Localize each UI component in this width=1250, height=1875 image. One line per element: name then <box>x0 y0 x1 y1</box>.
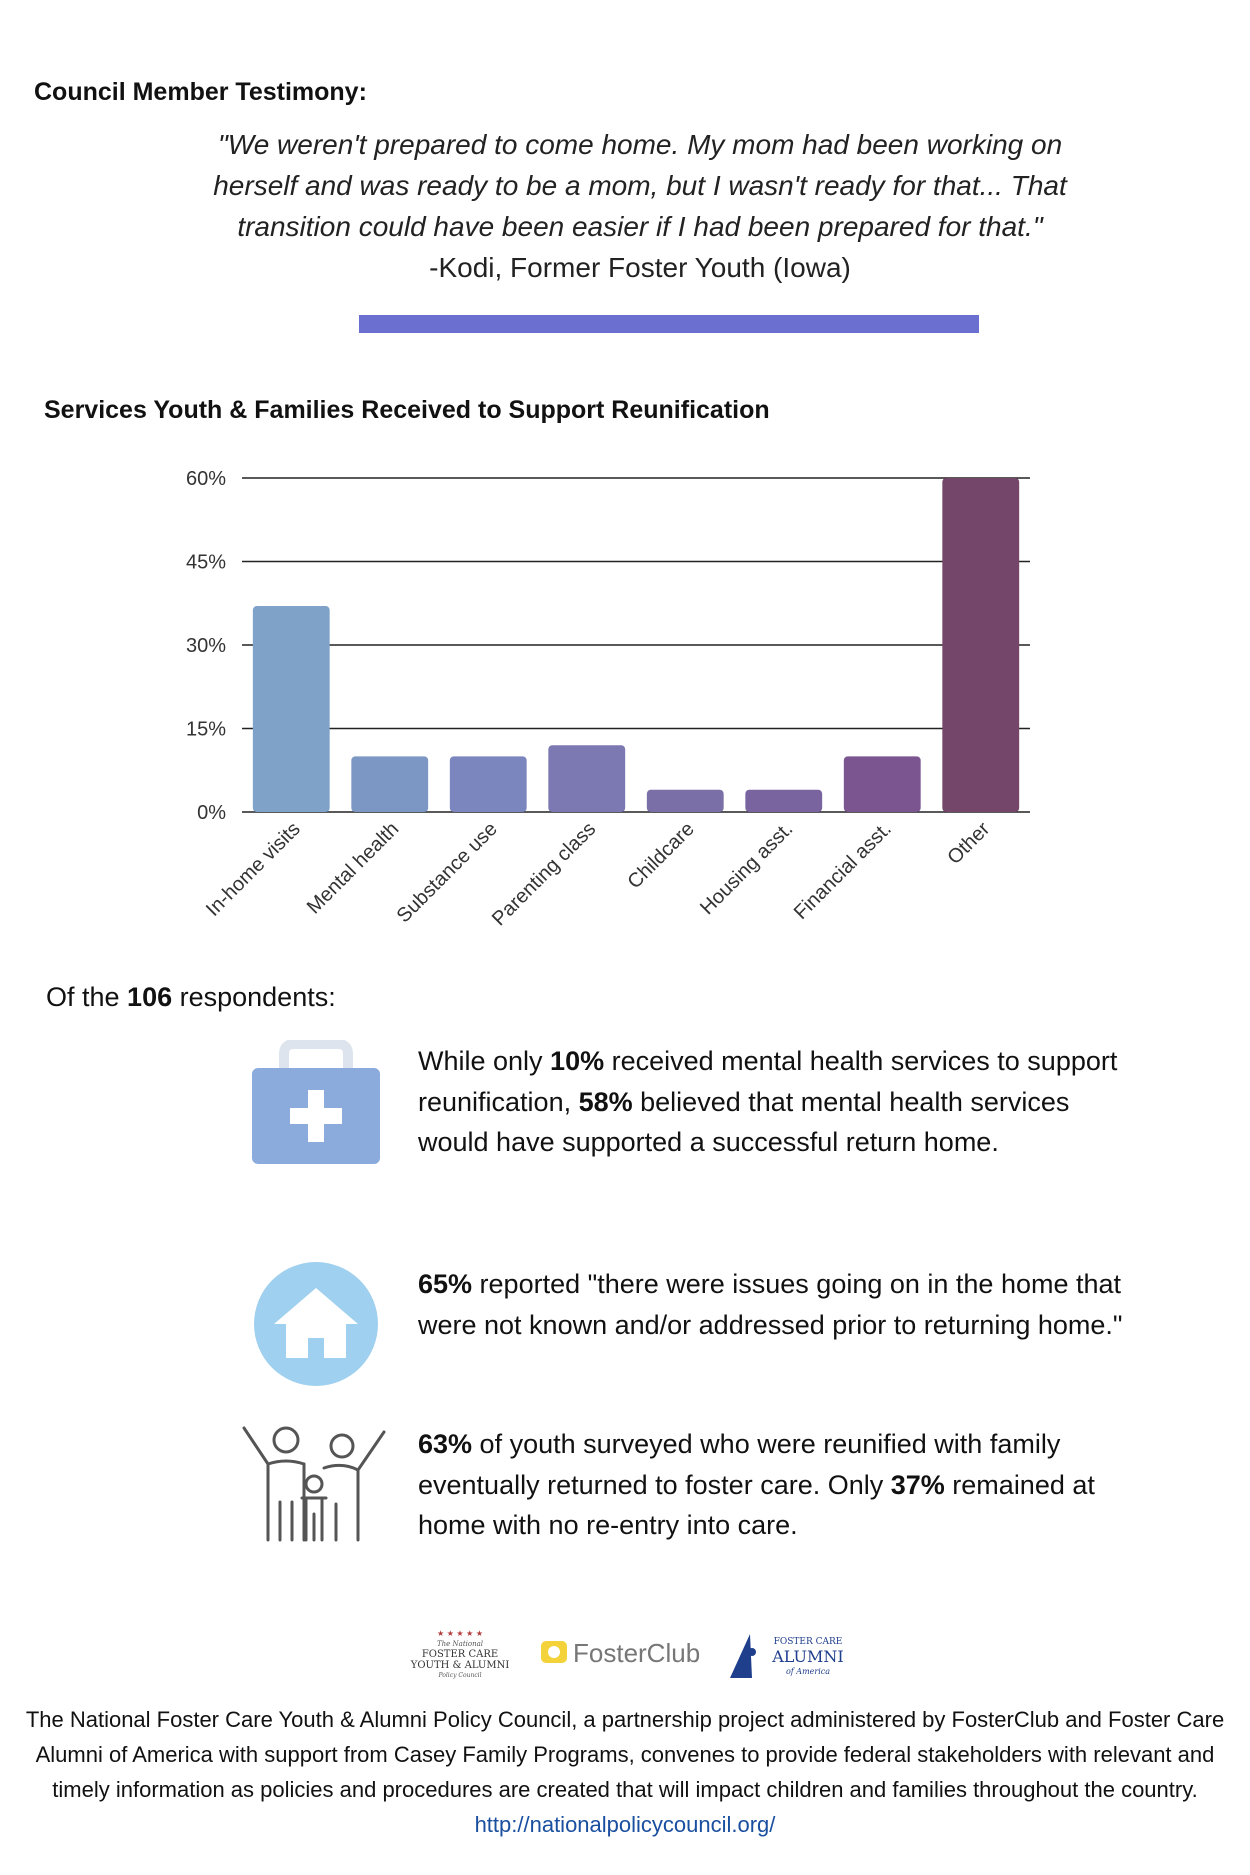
svg-text:★ ★ ★ ★ ★: ★ ★ ★ ★ ★ <box>436 1630 484 1638</box>
x-tick-label: In-home visits <box>201 817 305 921</box>
stat-0-part-2: received mental health services to support reunification, <box>418 1046 1118 1117</box>
stat-home-issues <box>418 1264 1138 1345</box>
divider-bar <box>359 315 979 333</box>
x-tick-label: Financial asst. <box>789 817 896 924</box>
stat-0-part-0: While only <box>418 1046 551 1076</box>
stats-intro-suffix: respondents: <box>172 982 336 1012</box>
testimony-quote: "We weren't prepared to come home. My mom had been working on herself and was ready to be a mom, but I wasn't ready for that... That transition could have been easier if I had been prepared for that." <box>213 129 1067 242</box>
respondent-count: 106 <box>127 982 173 1012</box>
stat-2-part-1: of youth surveyed who were reunified with family eventually returned to foster care. Only <box>418 1429 1061 1500</box>
partner-logos <box>400 1630 900 1690</box>
x-tick-label: Housing asst. <box>696 817 798 920</box>
x-tick-label: Parenting class <box>488 817 601 931</box>
stat-2-part-3: remained at home with no re-entry into care. <box>418 1469 1095 1540</box>
testimony-heading: Council Member Testimony: <box>34 78 367 106</box>
stat-1-part-0: 65% <box>418 1269 473 1299</box>
footer-url-link[interactable]: http://nationalpolicycouncil.org/ <box>474 1812 776 1837</box>
medical-kit-icon <box>250 1040 382 1165</box>
bar-financial-asst <box>844 756 921 812</box>
y-tick-label: 45% <box>185 551 226 574</box>
stat-2-part-0: 63% <box>418 1429 473 1459</box>
council-logo-line-3: YOUTH & ALUMNI <box>410 1660 510 1671</box>
x-tick-label: Substance use <box>392 817 502 928</box>
testimony-attribution: -Kodi, Former Foster Youth (Iowa) <box>429 252 851 283</box>
alumni-logo-line-3: of America <box>785 1667 831 1676</box>
x-tick-label: Childcare <box>623 817 699 894</box>
stat-reentry-text <box>418 1429 1095 1540</box>
y-tick-label: 60% <box>185 468 226 490</box>
stat-1-part-1: reported "there were issues going on in the home that were not known and/or addressed prior to returning home." <box>418 1269 1123 1340</box>
stat-reentry <box>418 1424 1138 1546</box>
stat-home-issues-text <box>418 1269 1122 1340</box>
bar-housing-asst <box>745 790 822 812</box>
bar-parenting-class <box>548 745 625 812</box>
bar-other <box>942 478 1019 812</box>
fosterclub-logo-text: FosterClub <box>573 1638 701 1668</box>
y-tick-label: 30% <box>185 635 226 657</box>
council-logo <box>410 1630 510 1679</box>
house-icon <box>254 1262 378 1386</box>
chart-title: Services Youth & Families Received to Support Reunification <box>44 396 770 424</box>
stat-mental-health <box>418 1041 1138 1163</box>
bar-childcare <box>647 790 724 812</box>
stats-intro <box>46 982 336 1013</box>
bar-in-home-visits <box>253 606 330 812</box>
family-icon <box>238 1418 388 1550</box>
alumni-logo-line-2: ALUMNI <box>772 1647 844 1666</box>
alumni-logo <box>730 1634 844 1678</box>
stats-intro-prefix: Of the <box>46 982 128 1012</box>
council-logo-line-4: Policy Council <box>438 1672 482 1679</box>
stat-0-part-3: 58% <box>578 1086 633 1117</box>
fosterclub-logo <box>541 1638 700 1668</box>
stat-0-part-1: 10% <box>550 1046 605 1076</box>
y-tick-label: 0% <box>197 802 226 824</box>
x-tick-label: Mental health <box>302 817 404 919</box>
y-tick-label: 15% <box>185 718 226 741</box>
bar-substance-use <box>450 756 527 812</box>
alumni-logo-line-1: FOSTER CARE <box>773 1637 843 1647</box>
stat-0-part-4: believed that mental health services would have supported a successful return home. <box>418 1086 1070 1157</box>
footer <box>0 1702 1250 1842</box>
stat-2-part-2: 37% <box>890 1469 945 1500</box>
stat-mental-health-text <box>418 1046 1117 1157</box>
bar-chart <box>0 440 1250 960</box>
council-logo-line-1: The National <box>436 1640 484 1648</box>
council-logo-line-2: FOSTER CARE <box>421 1649 499 1660</box>
footer-text: The National Foster Care Youth & Alumni Policy Council, a partnership project administered by FosterClub and Foster Care Alumni of America with support from Casey Family Programs, convenes to provide federal stakeholders with relevant and timely information as policies and procedures are created that will impact children and families throughout the country. <box>25 1707 1225 1802</box>
testimony-quote-block <box>200 124 1080 288</box>
bar-mental-health <box>351 756 428 812</box>
x-tick-label: Other <box>943 817 995 869</box>
